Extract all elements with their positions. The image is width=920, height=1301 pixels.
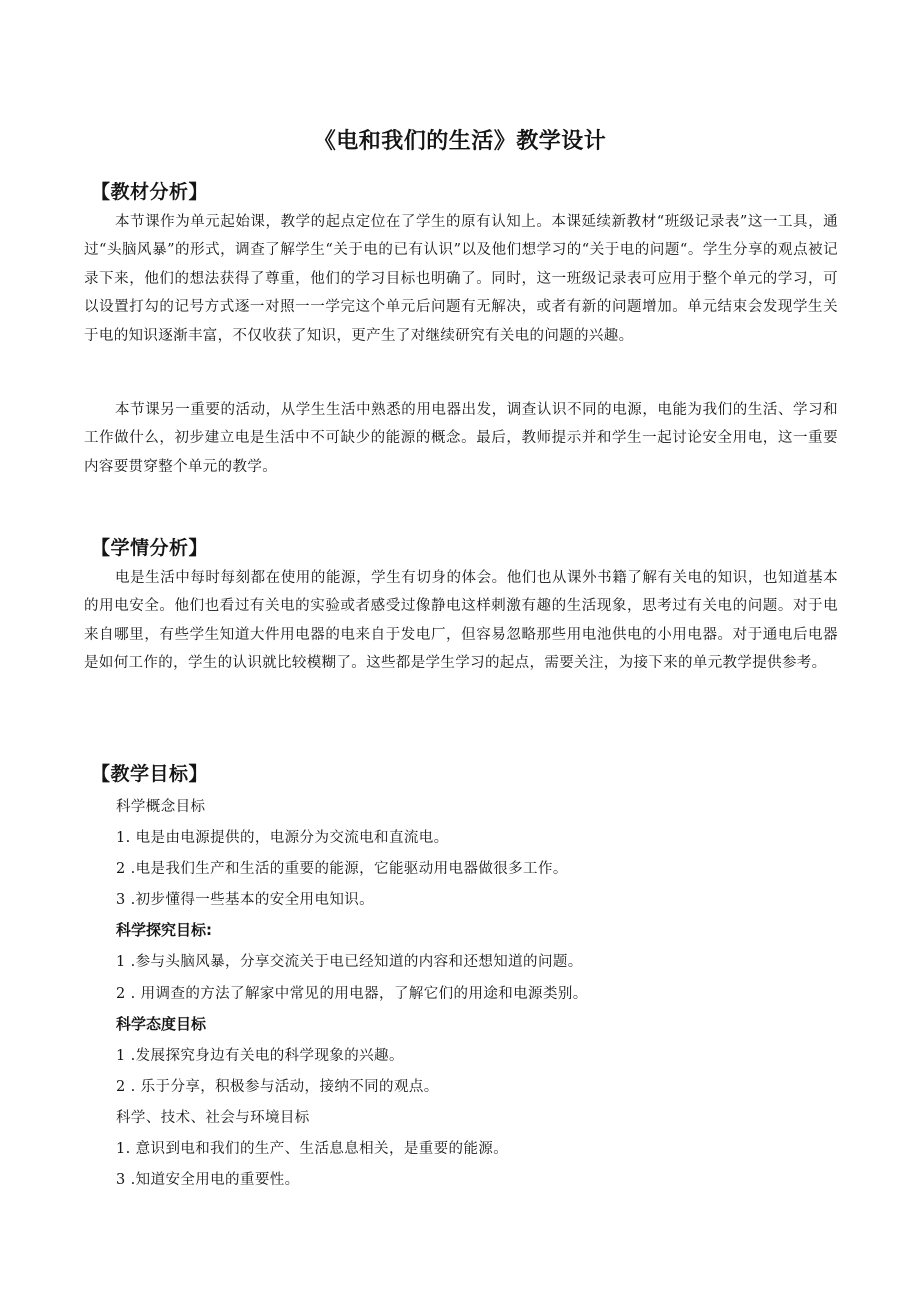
attitude-goals-title: 科学态度目标 (116, 1015, 207, 1033)
material-analysis-heading: 【教材分析】 (91, 181, 209, 203)
sts-goal-item: 3 .知道安全用电的重要性。 (116, 1172, 300, 1188)
material-paragraph-1: 本节课作为单元起始课，教学的起点定位在了学生的原有认知上。本课延续新教材“班级记录表”这一工具，通过“头脑风暴”的形式，调查了解学生“关于电的已有认识”以及他们想学习的“关于电的问题“。学生分享的观点被记录下来，他们的想法获得了尊重，他们的学习目标也明确了。同时，这一班级记录表可应用于整个单元的学习，可以设置打勾的记号方式逐一对照一一学完这个单元后问题有无解决，或者有新的问题增加。单元结束会发现学生关于电的知识逐渐丰富，不仅收获了知识，更产生了对继续研究有关电的问题的兴趣。 (84, 214, 838, 344)
inquiry-goal-item: 1 .参与头脑风暴，分享交流关于电已经知道的内容和还想知道的问题。 (116, 954, 583, 970)
sts-goals-title: 科学、技术、社会与环境目标 (116, 1110, 310, 1126)
attitude-goal-item: 2 . 乐于分享，积极参与活动，接纳不同的观点。 (116, 1079, 439, 1095)
student-analysis-heading: 【学情分析】 (91, 537, 209, 559)
concept-goals-title: 科学概念目标 (116, 799, 206, 815)
student-paragraph-1: 电是生活中每时每刻都在使用的能源，学生有切身的体会。他们也从课外书籍了解有关电的知识，也知道基本的用电安全。他们也看过有关电的实验或者感受过像静电这样刺激有趣的生活现象，思考过有关电的问题。对于电来自哪里，有些学生知道大件用电器的电来自于发电厂，但容易忽略那些用电池供电的小用电器。对于通电后电器是如何工作的，学生的认识就比较模糊了。这些都是学生学习的起点，需要关注，为接下来的单元教学提供参考。 (84, 570, 838, 672)
attitude-goal-item: 1 .发展探究身边有关电的科学现象的兴趣。 (116, 1048, 404, 1064)
concept-goal-item: 2 .电是我们生产和生活的重要的能源，它能驱动用电器做很多工作。 (116, 861, 568, 877)
sts-goal-item: 1. 意识到电和我们的生产、生活息息相关，是重要的能源。 (116, 1141, 509, 1157)
inquiry-goal-item: 2 . 用调查的方法了解家中常见的用电器，了解它们的用途和电源类别。 (116, 986, 588, 1002)
concept-goal-item: 1. 电是由电源提供的，电源分为交流电和直流电。 (116, 830, 449, 846)
material-paragraph-2: 本节课另一重要的活动，从学生生活中熟悉的用电器出发，调查认识不同的电源，电能为我们的生活、学习和工作做什么，初步建立电是生活中不可缺少的能源的概念。最后，教师提示并和学生一起讨论安全用电，这一重要内容要贯穿整个单元的教学。 (84, 402, 838, 475)
teaching-goals-heading: 【教学目标】 (91, 763, 209, 785)
concept-goal-item: 3 .初步懂得一些基本的安全用电知识。 (116, 892, 375, 908)
document-title: 《电和我们的生活》教学设计 (313, 129, 607, 154)
inquiry-goals-title: 科学探究目标: (116, 921, 212, 939)
